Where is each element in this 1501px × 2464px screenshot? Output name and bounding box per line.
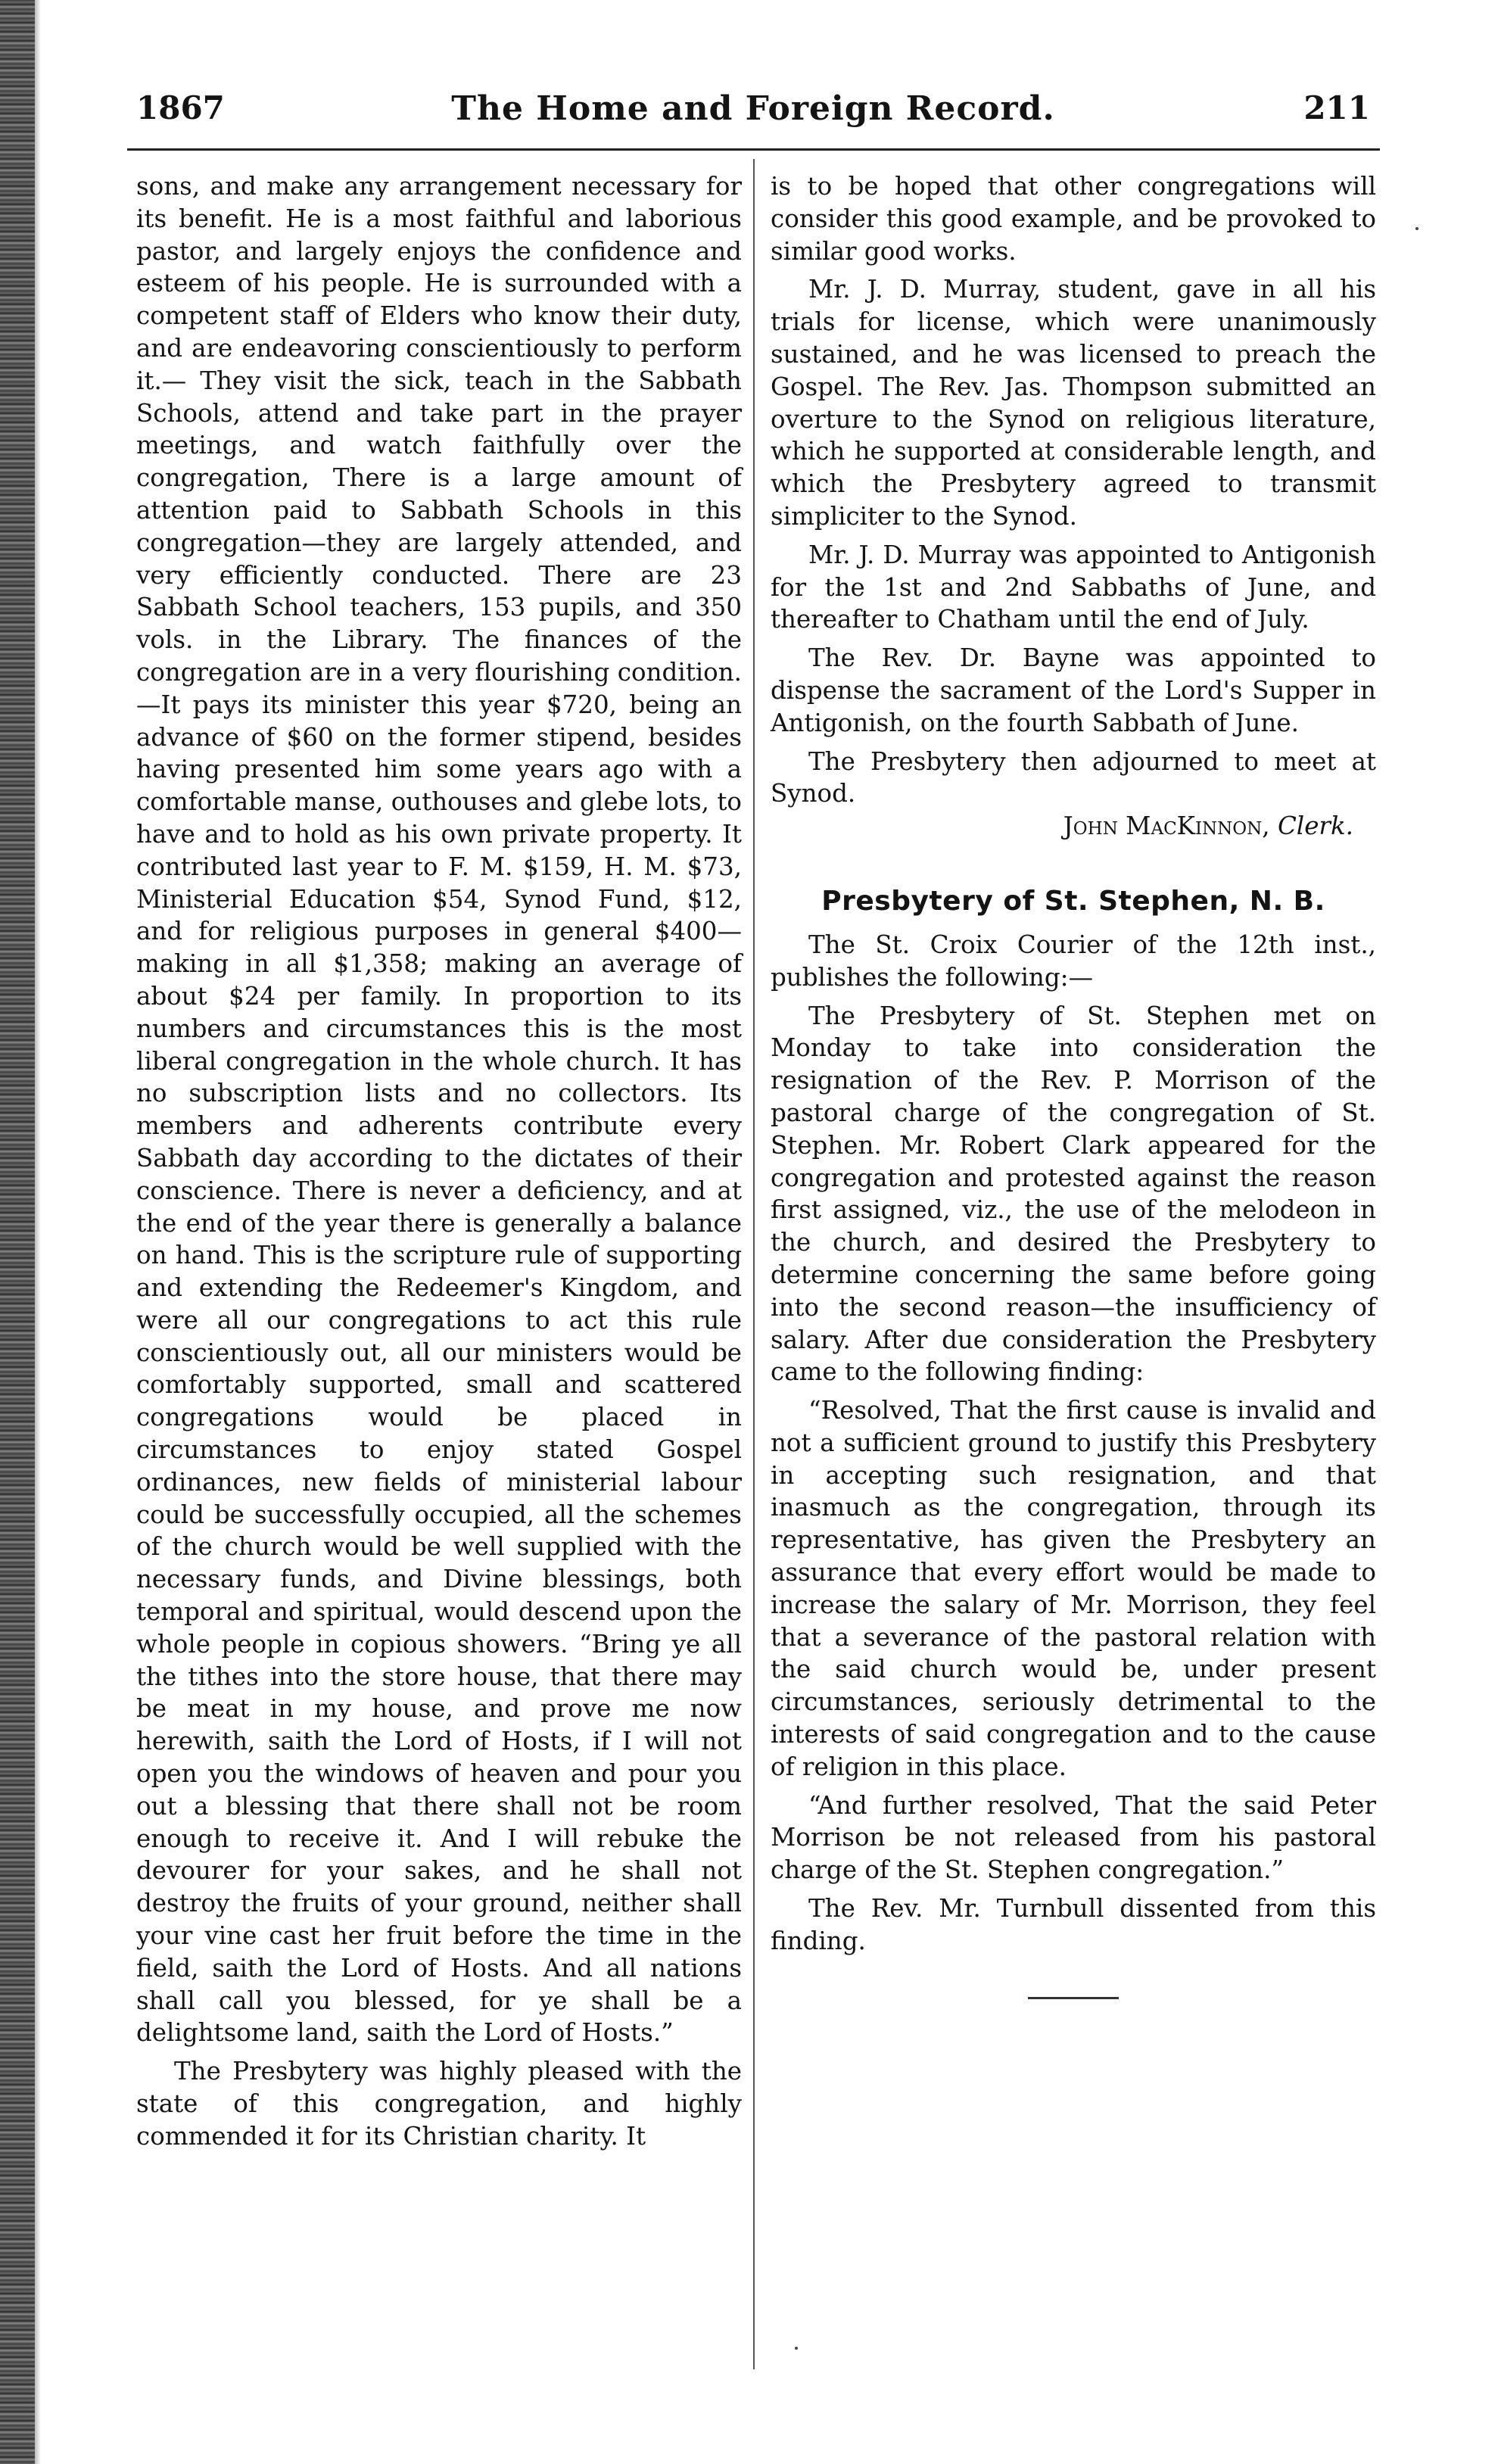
left-paragraph: sons, and make any arrangement necessary for its benefit. He is a most faithful and laborious pastor, and largely enjoys the confidence and esteem of his people. He is surrounded with a competent staff of Elders who know their duty, and are endeavoring conscientiously to perform it.— They visit the sick, teach in the Sabbath Schools, attend and take part in the prayer meetings, and watch faithfully over the congregation, There is a large amount of attention paid to Sabbath Schools in this congregation—they are largely attended, and very efficiently conducted. There are 23 Sabbath School teachers, 153 pupils, and 350 vols. in the Library. The finances of the congregation are in a very flourishing condition.—It pays its minister this year $720, being an advance of $60 on the former stipend, besides having presented him some years ago with a comfortable manse, outhouses and glebe lots, to have and to hold as his own private property. It contributed last year to F. M. $159, H. M. $73, Ministerial Education $54, Synod Fund, $12, and for religious purposes in general $400—making in all $1,358; making an average of about $24 per family. In proportion to its numbers and circumstances this is the most liberal congregation in the whole church. It has no subscription lists and no collectors. Its members and adherents contribute every Sabbath day according to the dictates of their conscience. There is never a deficiency, and at the end of the year there is generally a balance on hand. This is the scripture rule of supporting and extending the Redeemer's Kingdom, and were all our congregations to act this rule conscientiously out, all our ministers would be comfortably supported, small and scattered congregations would be placed in circumstances to enjoy stated Gospel ordinances, new fields of ministerial labour could be successfully occupied, all the schemes of the church would be well supplied with the necessary funds, and Divine blessings, both temporal and spiritual, would descend upon the whole people in copious showers. “Bring ye all the tithes into the store house, that there may be meat in my house, and prove me now herewith, saith the Lord of Hosts, if I will not open you the windows of heaven and pour you out a blessing that there shall not be room enough to receive it. And I will rebuke the devourer for your sakes, and he shall not destroy the fruits of your ground, neither shall your vine cast her fruit before the time in the field, saith the Lord of Hosts. And all nations shall call you blessed, for ye shall be a delightsome land, saith the Lord of Hosts.”	[136, 172, 742, 2048]
section-paragraph: The Presbytery of St. Stephen met on Monday to take into consideration the resignation of the Rev. P. Morrison of the pastoral charge of the congregation of St. Stephen. Mr. Robert Clark appeared for the congregation and protested against the reason first assigned, viz., the use of the melodeon in the church, and desired the Presbytery to determine concerning the same before going into the second reason—the insufficiency of salary. After due consideration the Presbytery came to the following finding:	[771, 1001, 1376, 1387]
print-speck	[1415, 227, 1418, 230]
print-speck	[795, 2347, 798, 2350]
page-number: 211	[1303, 89, 1370, 126]
section-heading: Presbytery of St. Stephen, N. B.	[821, 885, 1325, 917]
page-binding-shadow	[35, 0, 41, 2464]
section-paragraph: The Rev. Mr. Turnbull dissented from this finding.	[771, 1894, 1376, 1955]
header-year: 1867	[136, 89, 225, 126]
running-header	[129, 89, 1378, 150]
column-divider	[753, 159, 755, 2369]
right-paragraph: Mr. J. D. Murray, student, gave in all his trials for license, which were unanimously sustained, and he was licensed to preach the Gospel. The Rev. Jas. Thompson submitted an overture to the Synod on religious literature, which he supported at considerable length, and which the Presbytery agreed to transmit simpliciter to the Synod.	[771, 275, 1376, 531]
right-paragraph: is to be hoped that other congregations will consider this good example, and be provoked to similar good works.	[771, 172, 1376, 266]
left-column	[136, 170, 742, 2153]
right-paragraph: The Presbytery then adjourned to meet at Synod.	[771, 746, 1376, 808]
section-paragraph: The St. Croix Courier of the 12th inst., publishes the following:—	[771, 930, 1376, 992]
resolution-paragraph: “And further resolved, That the said Peter Morrison be not released from his pastoral charge of the St. Stephen congregation.”	[771, 1790, 1376, 1885]
signature-title: Clerk.	[1277, 811, 1353, 841]
journal-title: The Home and Foreign Record.	[451, 89, 1055, 128]
header-rule	[127, 148, 1380, 151]
page-binding-edge	[0, 0, 35, 2464]
resolution-paragraph: “Resolved, That the first cause is invalid and not a sufficient ground to justify this Presbytery in accepting such resignation, and that inasmuch as the congregation, through its representative, has given the Presbytery an assurance that every effort would be made to increase the salary of Mr. Morrison, they feel that a severance of the pastoral relation with the said church would be, under present circumstances, seriously detrimental to the interests of said congregation and to the cause of religion in this place.	[771, 1396, 1376, 1781]
right-column	[771, 170, 1376, 1999]
right-paragraph: The Rev. Dr. Bayne was appointed to dispense the sacrament of the Lord's Supper in Antigonish, on the fourth Sabbath of June.	[771, 643, 1376, 737]
left-paragraph: The Presbytery was highly pleased with the state of this congregation, and highly commended it for its Christian charity. It	[136, 2057, 742, 2151]
clerk-signature	[771, 810, 1376, 843]
signature-name: John MacKinnon,	[1063, 811, 1270, 841]
section-end-rule	[1028, 1997, 1119, 1999]
right-paragraph: Mr. J. D. Murray was appointed to Antigonish for the 1st and 2nd Sabbaths of June, and thereafter to Chatham until the end of July.	[771, 540, 1376, 634]
